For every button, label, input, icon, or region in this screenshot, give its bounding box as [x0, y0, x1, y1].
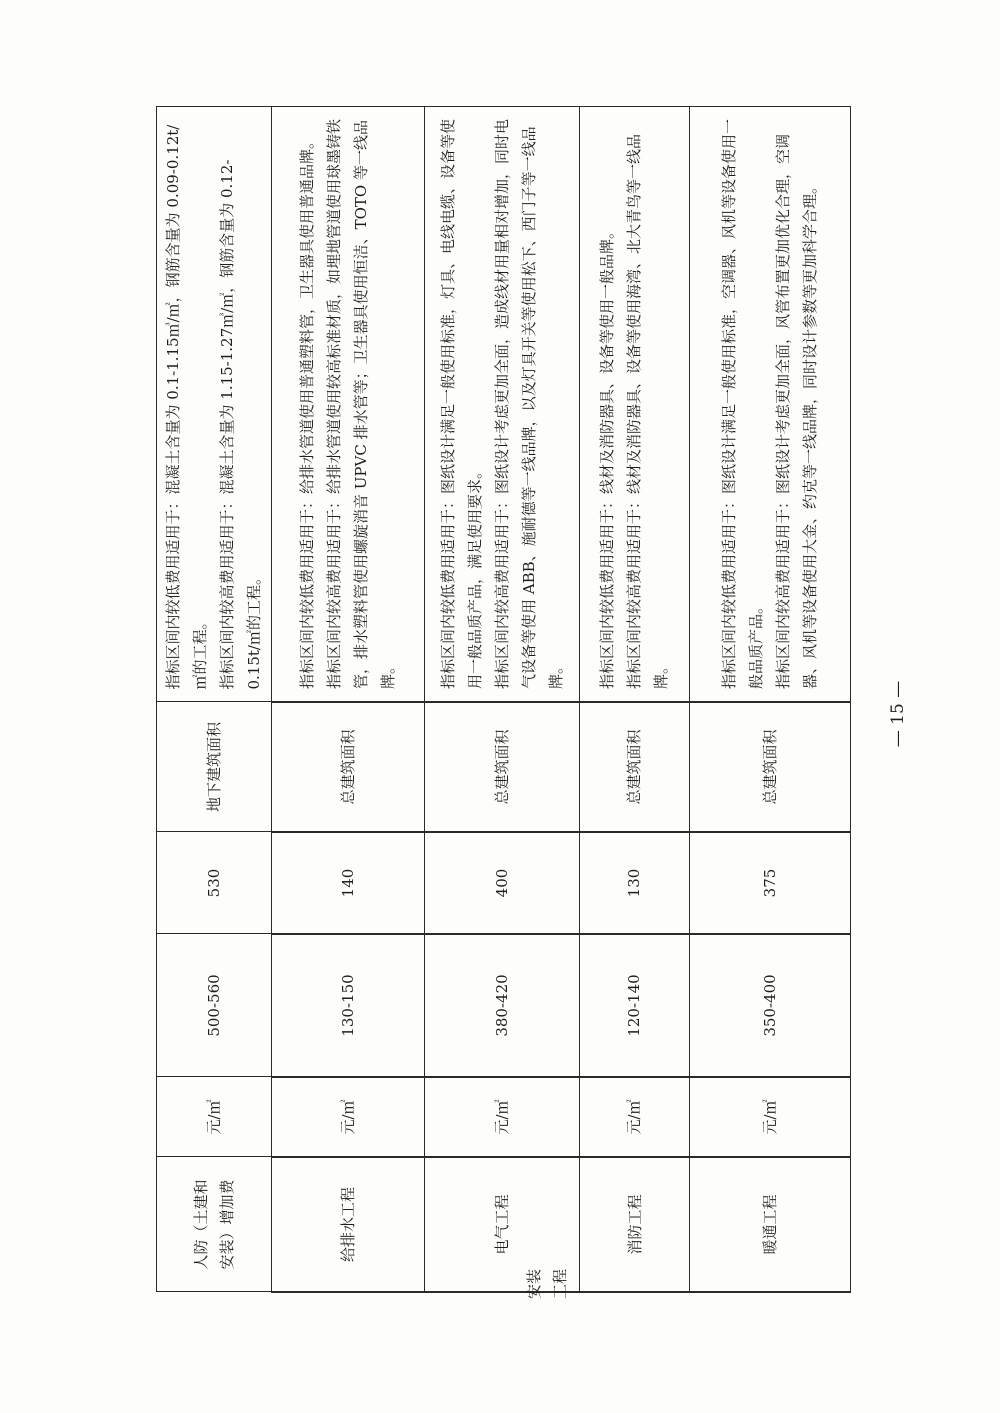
row-value: 130: [580, 832, 690, 934]
row-unit: 元/㎡: [425, 1077, 580, 1157]
row-unit: 元/㎡: [580, 1077, 690, 1157]
row-range: 130-150: [272, 934, 425, 1077]
row-description: [690, 107, 851, 702]
row-range: 500-560: [157, 934, 272, 1077]
desc-high: 指标区间内较高费用适用于：图纸设计考虑更加全面，风管布置更加优化合理，空调器、风机等设备使用大金、约克等一线品牌，同时设计参数等更加科学合理。: [774, 133, 819, 689]
row-value: 400: [425, 832, 580, 934]
table-row: [157, 107, 272, 1292]
row-description: [157, 107, 272, 702]
row-range: 380-420: [425, 934, 580, 1077]
row-basis: 总建筑面积: [425, 702, 580, 832]
row-basis: 总建筑面积: [580, 702, 690, 832]
desc-high: 指标区间内较高费用适用于：给排水管道使用较高标准材质，如埋地管道使用球墨铸铁管，排水塑料管使用螺旋消音 UPVC 排水管等；卫生器具使用恒洁、TOTO 等一线品牌。: [325, 118, 397, 689]
row-description: [425, 107, 580, 702]
row-range: 120-140: [580, 934, 690, 1077]
table-row: [690, 107, 851, 1292]
page-number: — 15 —: [888, 680, 908, 748]
row-unit: 元/㎡: [157, 1077, 272, 1157]
row-unit: 元/㎡: [272, 1077, 425, 1157]
desc-low: 指标区间内较低费用适用于：给排水管道使用普通塑料管，卫生器具使用普通品牌。: [298, 133, 316, 689]
row-description: [580, 107, 690, 702]
row-name: 暖通工程: [690, 1157, 851, 1292]
desc-high: 指标区间内较高费用适用于：图纸设计考虑更加全面，造成线材用量相对增加，同时电气设备等使用 ABB、施耐德等一线品牌，以及灯具开关等使用松下、西门子等一线品牌。: [492, 118, 565, 689]
row-name: 给排水工程: [272, 1157, 425, 1292]
table-row: [425, 107, 580, 1292]
desc-high: 指标区间内较高费用适用于：线材及消防器具、设备等使用海湾、北大青鸟等一线品牌。: [625, 133, 670, 689]
group-label: 安装 工程: [525, 1269, 569, 1300]
row-description: [272, 107, 425, 702]
row-basis: 地下建筑面积: [157, 702, 272, 832]
desc-low: 指标区间内较低费用适用于：图纸设计满足一般使用标准，灯具、电线电缆、设备等使用一般品质产品，满足使用要求。: [438, 118, 484, 689]
rotated-table-container: [156, 108, 842, 1293]
desc-low: 指标区间内较低费用适用于：图纸设计满足一般使用标准，空调器、风机等设备使用一般品质产品。: [720, 118, 765, 689]
desc-low: 指标区间内较低费用适用于：混凝土含量为 0.1-1.15㎥/㎡，钢筋含量为 0.09-0.12t/㎡的工程。: [164, 124, 209, 690]
row-name: 人防（土建和 安装）增加费: [157, 1157, 272, 1292]
desc-low: 指标区间内较低费用适用于：线材及消防器具、设备等使用一般品牌。: [598, 223, 616, 689]
row-value: 140: [272, 832, 425, 934]
table-row: [272, 107, 425, 1292]
desc-high: 指标区间内较高费用适用于：混凝土含量为 1.15-1.27㎥/㎡，钢筋含量为 0.12-0.15t/㎡的工程。: [218, 159, 263, 690]
row-range: 350-400: [690, 934, 851, 1077]
table-row: [580, 107, 690, 1292]
row-basis: 总建筑面积: [690, 702, 851, 832]
row-name: 消防工程: [580, 1157, 690, 1292]
row-name: 电气工程: [425, 1157, 580, 1292]
cost-index-table: [156, 107, 851, 1294]
row-unit: 元/㎡: [690, 1077, 851, 1157]
row-value: 375: [690, 832, 851, 934]
row-value: 530: [157, 832, 272, 934]
row-basis: 总建筑面积: [272, 702, 425, 832]
